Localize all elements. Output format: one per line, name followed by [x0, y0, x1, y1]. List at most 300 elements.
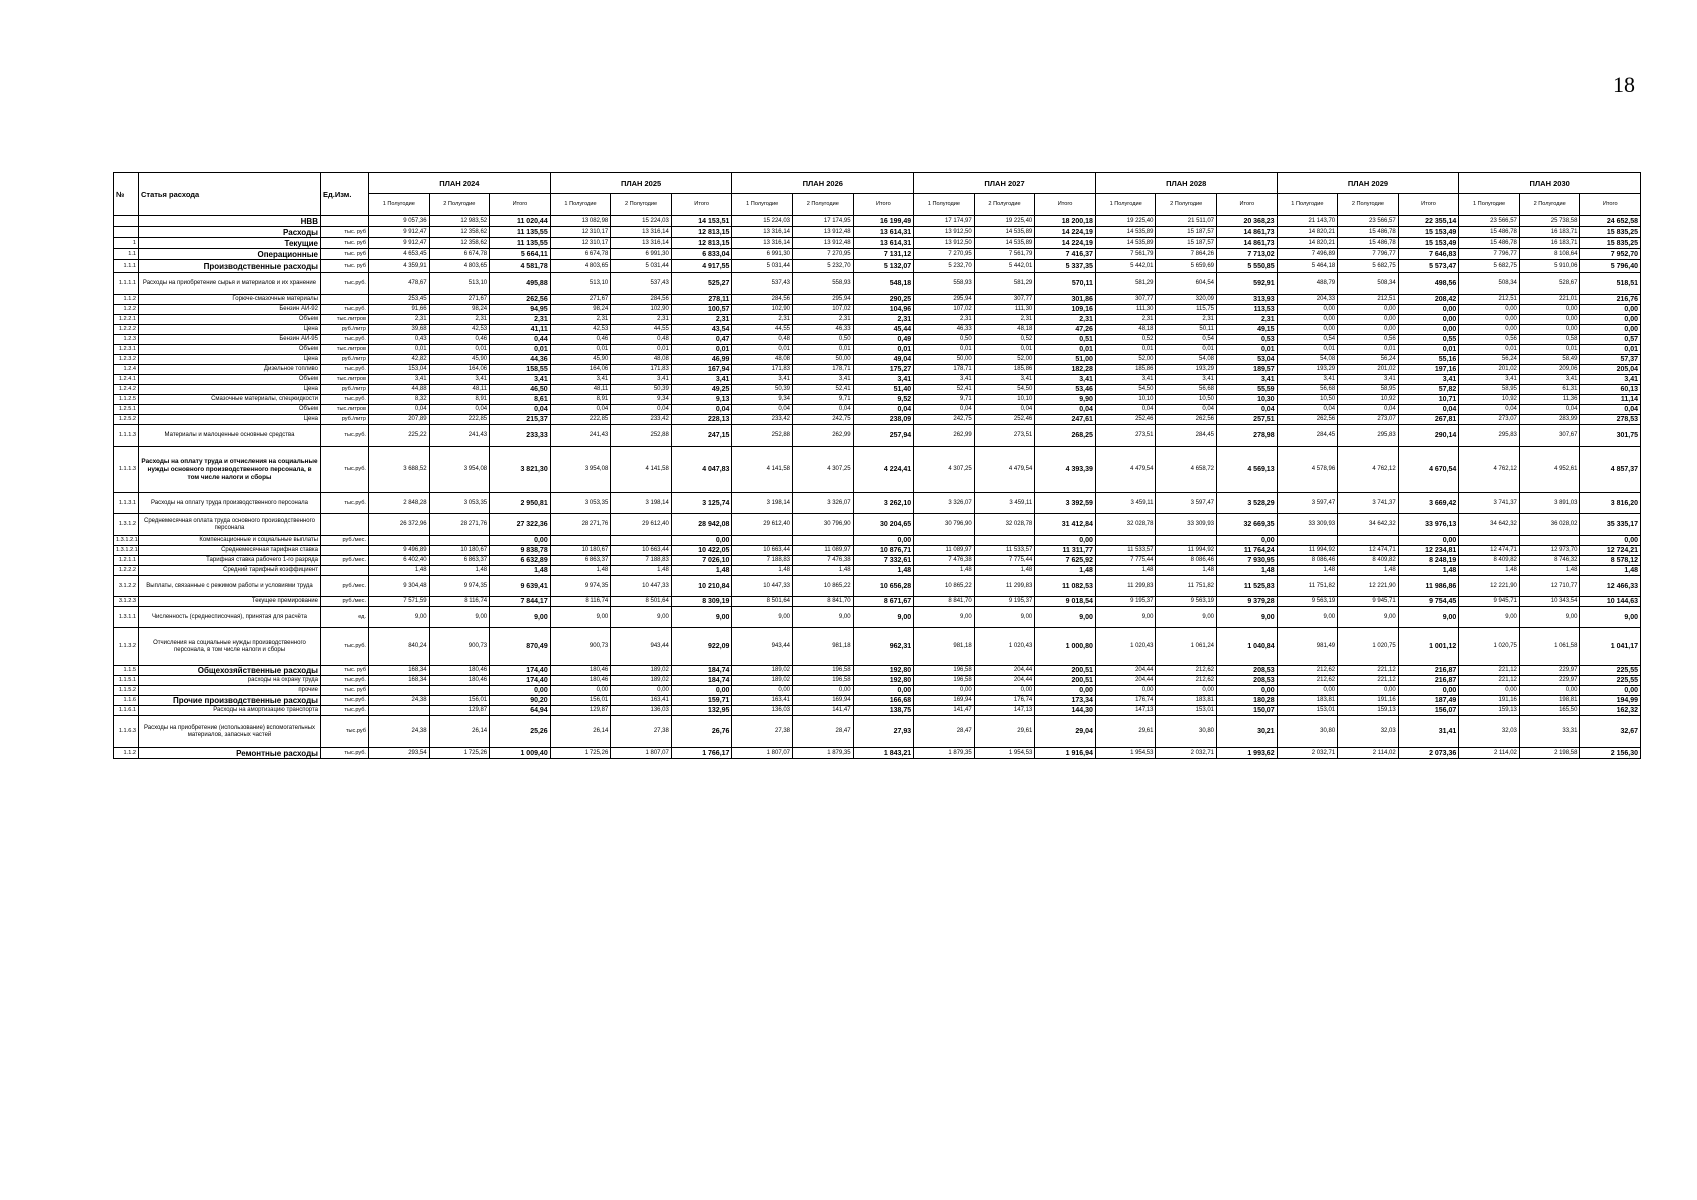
header-total: Итого	[853, 194, 914, 216]
table-row	[114, 375, 1641, 385]
cell-value: 204,44	[974, 676, 1035, 686]
cell-value: 44,55	[611, 325, 672, 335]
row-unit: тыс.руб.	[321, 696, 369, 706]
cell-total: 0,47	[671, 335, 732, 345]
cell-value: 9,34	[611, 395, 672, 405]
row-unit: тыс.руб.	[321, 447, 369, 493]
cell-total: 5 337,35	[1035, 260, 1096, 273]
cell-value: 10 663,44	[611, 546, 672, 556]
cell-value: 0,00	[974, 686, 1035, 696]
cell-total: 14 153,51	[671, 216, 732, 227]
cell-value: 0,00	[793, 686, 854, 696]
cell-total: 525,27	[671, 273, 732, 295]
cell-total: 278,53	[1580, 415, 1641, 425]
cell-total: 7 713,02	[1217, 249, 1278, 260]
cell-value: 513,10	[429, 273, 490, 295]
row-unit: тыс.руб.	[321, 395, 369, 405]
cell-total: 0,04	[1217, 405, 1278, 415]
table-row	[114, 706, 1641, 716]
cell-total: 0,00	[1580, 536, 1641, 546]
cell-value: 32,03	[1459, 716, 1520, 748]
table-row	[114, 325, 1641, 335]
table-row	[114, 425, 1641, 447]
header-total: Итого	[1580, 194, 1641, 216]
cell-value: 21 143,70	[1277, 216, 1338, 227]
cell-value: 9,71	[914, 395, 975, 405]
cell-value: 233,42	[611, 415, 672, 425]
cell-value: 10,50	[1156, 395, 1217, 405]
cell-value: 7 796,77	[1459, 249, 1520, 260]
cell-value: 7 476,38	[914, 556, 975, 566]
cell-total: 15 835,25	[1580, 227, 1641, 238]
cell-value: 16 183,71	[1519, 227, 1580, 238]
cell-value: 943,44	[611, 628, 672, 666]
cell-total: 13 614,31	[853, 227, 914, 238]
cell-value: 0,00	[732, 686, 793, 696]
cell-value: 107,02	[914, 305, 975, 315]
cell-value: 189,02	[732, 676, 793, 686]
row-item-name: прочие	[139, 686, 321, 696]
cell-value: 241,43	[429, 425, 490, 447]
cell-value: 30 796,90	[914, 514, 975, 536]
cell-total: 200,51	[1035, 666, 1096, 676]
cell-value: 0,50	[793, 335, 854, 345]
table-row	[114, 345, 1641, 355]
cell-total: 60,13	[1580, 385, 1641, 395]
cell-value	[369, 536, 430, 546]
row-item-name: Дизельное топливо	[139, 365, 321, 375]
row-number: 1.1.6.3	[114, 716, 139, 748]
cell-value: 153,04	[369, 365, 430, 375]
cell-value: 98,24	[429, 305, 490, 315]
cell-total: 0,04	[1398, 405, 1459, 415]
cell-total: 9,00	[853, 607, 914, 628]
cell-total: 15 153,49	[1398, 238, 1459, 249]
cell-value: 7 188,83	[611, 556, 672, 566]
cell-value: 581,29	[1095, 273, 1156, 295]
table-row	[114, 238, 1641, 249]
cell-total: 2,31	[490, 315, 551, 325]
cell-value: 10 343,54	[1519, 597, 1580, 607]
cell-value: 207,89	[369, 415, 430, 425]
cell-value: 2,31	[1095, 315, 1156, 325]
cell-value: 30,80	[1156, 716, 1217, 748]
row-number: 1.1.2.5	[114, 395, 139, 405]
cell-value: 508,34	[1459, 273, 1520, 295]
cell-value: 4 141,58	[732, 447, 793, 493]
cell-value: 0,04	[369, 405, 430, 415]
cell-value	[369, 706, 430, 716]
cell-total: 14 224,19	[1035, 238, 1096, 249]
cell-total: 159,71	[671, 696, 732, 706]
cell-value: 10 865,22	[793, 576, 854, 597]
cell-value: 191,16	[1459, 696, 1520, 706]
cell-total: 0,57	[1580, 335, 1641, 345]
cell-value: 0,00	[1277, 315, 1338, 325]
table-row	[114, 716, 1641, 748]
cell-value: 7 775,44	[974, 556, 1035, 566]
cell-value: 185,86	[1095, 365, 1156, 375]
cell-value: 178,71	[914, 365, 975, 375]
cell-value: 11 751,82	[1156, 576, 1217, 597]
cell-value: 0,00	[1156, 686, 1217, 696]
header-first-half: 1 Полугодие	[369, 194, 430, 216]
cell-total: 3,41	[1035, 375, 1096, 385]
cell-value: 2,31	[429, 315, 490, 325]
cell-total: 31 412,84	[1035, 514, 1096, 536]
cell-total: 5 550,85	[1217, 260, 1278, 273]
cell-value: 12 983,52	[429, 216, 490, 227]
cell-value: 54,08	[1156, 355, 1217, 365]
cell-value: 26,14	[550, 716, 611, 748]
cell-value: 15 486,78	[1338, 227, 1399, 238]
cell-value: 0,00	[1338, 686, 1399, 696]
cell-value: 61,31	[1519, 385, 1580, 395]
cell-total: 33 976,13	[1398, 514, 1459, 536]
table-row	[114, 628, 1641, 666]
cell-value	[914, 536, 975, 546]
cell-total: 0,44	[490, 335, 551, 345]
cell-value: 0,04	[1277, 405, 1338, 415]
cell-value: 221,01	[1519, 295, 1580, 305]
cell-value: 2,31	[732, 315, 793, 325]
cell-value: 30 796,90	[793, 514, 854, 536]
cell-total: 200,51	[1035, 676, 1096, 686]
table-row	[114, 335, 1641, 345]
cell-total: 278,98	[1217, 425, 1278, 447]
row-unit: тыс. руб	[321, 227, 369, 238]
cell-value: 320,09	[1156, 295, 1217, 305]
cell-value: 2,31	[914, 315, 975, 325]
cell-value: 1,48	[732, 566, 793, 576]
table-row	[114, 666, 1641, 676]
row-number: 1.1	[114, 249, 139, 260]
cell-value: 50,39	[611, 385, 672, 395]
cell-total: 7 131,12	[853, 249, 914, 260]
cell-total: 10 876,71	[853, 546, 914, 556]
cell-value: 9,00	[1338, 607, 1399, 628]
cell-value: 46,33	[914, 325, 975, 335]
cell-value: 9 563,19	[1277, 597, 1338, 607]
cell-value: 6 402,40	[369, 556, 430, 566]
cell-total: 498,56	[1398, 273, 1459, 295]
cell-total: 3 392,59	[1035, 493, 1096, 514]
cell-value: 164,06	[429, 365, 490, 375]
cell-value: 3 198,14	[611, 493, 672, 514]
cell-total: 64,94	[490, 706, 551, 716]
cell-value: 10,10	[1095, 395, 1156, 405]
cell-value: 1,48	[974, 566, 1035, 576]
cell-value: 7 561,79	[1095, 249, 1156, 260]
cell-value: 5 442,01	[974, 260, 1035, 273]
row-unit: тыс.руб.	[321, 628, 369, 666]
cell-value: 9 945,71	[1338, 597, 1399, 607]
cell-value: 11 533,57	[974, 546, 1035, 556]
cell-total: 2,31	[671, 315, 732, 325]
header-row-plans	[114, 173, 1641, 194]
cell-value: 9 496,89	[369, 546, 430, 556]
header-second-half: 2 Полугодие	[611, 194, 672, 216]
cell-value: 3 954,08	[429, 447, 490, 493]
cell-value: 3,41	[611, 375, 672, 385]
cell-value: 212,62	[1277, 676, 1338, 686]
row-unit: руб./литр	[321, 385, 369, 395]
cell-total: 44,36	[490, 355, 551, 365]
cell-value: 0,01	[914, 345, 975, 355]
cell-value: 3 891,03	[1519, 493, 1580, 514]
cell-value: 284,45	[1156, 425, 1217, 447]
cell-total: 548,18	[853, 273, 914, 295]
row-unit: тыс.литров	[321, 345, 369, 355]
cell-value: 25 738,58	[1519, 216, 1580, 227]
cell-value: 8 116,74	[550, 597, 611, 607]
cell-value: 12 358,62	[429, 227, 490, 238]
cell-value: 1,48	[550, 566, 611, 576]
row-unit: тыс. руб	[321, 260, 369, 273]
cell-value: 156,01	[429, 696, 490, 706]
cell-total: 3 816,20	[1580, 493, 1641, 514]
row-number: 1.1.6	[114, 696, 139, 706]
cell-value: 1 061,24	[1156, 628, 1217, 666]
cell-value: 204,44	[1095, 666, 1156, 676]
cell-total: 238,09	[853, 415, 914, 425]
cell-value: 0,01	[1156, 345, 1217, 355]
cell-value: 111,30	[1095, 305, 1156, 315]
cell-value: 48,11	[550, 385, 611, 395]
cell-total: 0,00	[1580, 325, 1641, 335]
cell-total: 10,30	[1217, 395, 1278, 405]
cell-total: 7 952,70	[1580, 249, 1641, 260]
row-unit: тыс.руб.	[321, 365, 369, 375]
row-unit: тыс.руб.	[321, 425, 369, 447]
cell-value: 14 535,89	[974, 238, 1035, 249]
cell-value: 7 571,59	[369, 597, 430, 607]
cell-value: 4 307,25	[914, 447, 975, 493]
cell-total: 1 040,84	[1217, 628, 1278, 666]
cell-total: 132,95	[671, 706, 732, 716]
cell-total: 2,31	[1035, 315, 1096, 325]
cell-total: 11 082,53	[1035, 576, 1096, 597]
cell-value: 29 612,40	[732, 514, 793, 536]
cell-total: 2 073,36	[1398, 748, 1459, 759]
table-row	[114, 536, 1641, 546]
header-unit: Ед.Изм.	[321, 173, 369, 216]
cell-value: 0,01	[611, 345, 672, 355]
cell-value: 204,33	[1277, 295, 1338, 305]
cell-value: 52,00	[974, 355, 1035, 365]
row-item-name: Тарифная ставка рабочего 1-го разряда	[139, 556, 321, 566]
cell-total: 55,16	[1398, 355, 1459, 365]
cell-total: 16 199,49	[853, 216, 914, 227]
cell-total: 1 843,21	[853, 748, 914, 759]
cell-total: 301,75	[1580, 425, 1641, 447]
header-total: Итого	[671, 194, 732, 216]
row-unit: тыс.руб.	[321, 335, 369, 345]
row-item-name: Отчисления на социальные нужды производственного персонала, в том числе налоги и сборы	[139, 628, 321, 666]
cell-total: 1,48	[853, 566, 914, 576]
cell-value: 48,08	[732, 355, 793, 365]
row-item-name: Бензин АИ-92	[139, 305, 321, 315]
cell-value: 1,48	[1338, 566, 1399, 576]
cell-value: 48,18	[1095, 325, 1156, 335]
cell-value: 1,48	[1277, 566, 1338, 576]
cell-total: 47,26	[1035, 325, 1096, 335]
row-number: 3.1.2.3	[114, 597, 139, 607]
cell-total: 0,49	[853, 335, 914, 345]
row-item-name: Цена	[139, 385, 321, 395]
cell-total: 174,40	[490, 666, 551, 676]
cell-value: 0,52	[974, 335, 1035, 345]
row-item-name: Объем	[139, 345, 321, 355]
cell-total: 15 153,49	[1398, 227, 1459, 238]
cell-value: 0,01	[732, 345, 793, 355]
cell-value: 900,73	[550, 628, 611, 666]
cell-value: 6 991,30	[732, 249, 793, 260]
cell-value: 10,92	[1338, 395, 1399, 405]
cell-value: 3,41	[429, 375, 490, 385]
cell-total: 53,46	[1035, 385, 1096, 395]
cell-total: 8 671,67	[853, 597, 914, 607]
cell-value: 0,00	[1519, 305, 1580, 315]
cell-value: 0,01	[1338, 345, 1399, 355]
cell-total: 9 838,78	[490, 546, 551, 556]
cell-value: 11 089,97	[914, 546, 975, 556]
row-number: 1.1.3.1	[114, 493, 139, 514]
cell-total: 247,15	[671, 425, 732, 447]
row-unit	[321, 514, 369, 536]
cell-value: 111,30	[974, 305, 1035, 315]
cell-value: 5 682,75	[1338, 260, 1399, 273]
cell-value: 15 486,78	[1338, 238, 1399, 249]
cell-value	[611, 536, 672, 546]
cell-total: 3 125,74	[671, 493, 732, 514]
row-item-name: Расходы на оплату труда и отчисления на социальные нужды основного производственного персонала, в том числе налоги и сборы	[139, 447, 321, 493]
cell-total: 1 993,62	[1217, 748, 1278, 759]
cell-value: 191,16	[1338, 696, 1399, 706]
cell-value: 1,48	[914, 566, 975, 576]
cell-total: 15 835,25	[1580, 238, 1641, 249]
cell-value: 242,75	[793, 415, 854, 425]
cell-value: 9 057,36	[369, 216, 430, 227]
row-item-name: Прочие производственные расходы	[139, 696, 321, 706]
cell-value: 262,99	[793, 425, 854, 447]
cell-total: 313,93	[1217, 295, 1278, 305]
cell-value: 26 372,96	[369, 514, 430, 536]
cell-total: 215,37	[490, 415, 551, 425]
header-plan-2024: ПЛАН 2024	[369, 173, 551, 194]
cell-value: 10,10	[974, 395, 1035, 405]
cell-value: 204,44	[974, 666, 1035, 676]
table-row	[114, 546, 1641, 556]
table-row	[114, 260, 1641, 273]
cell-value: 0,54	[1156, 335, 1217, 345]
cell-value: 4 479,54	[974, 447, 1035, 493]
cell-total: 11 986,86	[1398, 576, 1459, 597]
cell-total: 162,32	[1580, 706, 1641, 716]
cell-value: 284,56	[732, 295, 793, 305]
cell-total: 262,56	[490, 295, 551, 305]
cell-value: 13 082,98	[550, 216, 611, 227]
cell-total: 4 047,83	[671, 447, 732, 493]
cell-total: 9,00	[490, 607, 551, 628]
cell-value: 3,41	[732, 375, 793, 385]
row-number: 1.1.5	[114, 666, 139, 676]
row-number: 1.1.1.1	[114, 273, 139, 295]
header-total: Итого	[1217, 194, 1278, 216]
cell-total: 26,76	[671, 716, 732, 748]
cell-total: 0,04	[853, 405, 914, 415]
row-item-name: Цена	[139, 325, 321, 335]
cell-value: 558,93	[914, 273, 975, 295]
row-number: 1.2.3.1	[114, 345, 139, 355]
cell-value: 11 533,57	[1095, 546, 1156, 556]
cell-value: 284,45	[1277, 425, 1338, 447]
cell-value: 29 612,40	[611, 514, 672, 536]
cell-value: 7 270,95	[793, 249, 854, 260]
cell-value: 1 807,07	[611, 748, 672, 759]
cell-value: 4 762,12	[1338, 447, 1399, 493]
cell-value: 1,48	[1156, 566, 1217, 576]
cell-total: 51,00	[1035, 355, 1096, 365]
row-number: 1.2.4.1	[114, 375, 139, 385]
cell-value: 2 114,02	[1338, 748, 1399, 759]
cell-value: 2,31	[1156, 315, 1217, 325]
cell-value: 52,41	[793, 385, 854, 395]
cell-value: 1 879,35	[914, 748, 975, 759]
cell-value: 193,29	[1156, 365, 1217, 375]
row-number: 1.3.1.2	[114, 514, 139, 536]
cell-value: 42,53	[550, 325, 611, 335]
cell-value: 178,71	[793, 365, 854, 375]
table-row	[114, 365, 1641, 375]
cell-value: 34 642,32	[1459, 514, 1520, 536]
cell-total: 9 639,41	[490, 576, 551, 597]
cell-total: 0,00	[671, 686, 732, 696]
cell-total: 138,75	[853, 706, 914, 716]
header-no: №	[114, 173, 139, 216]
cell-value: 0,00	[1338, 315, 1399, 325]
cell-total: 0,01	[1035, 345, 1096, 355]
cell-total: 0,04	[490, 405, 551, 415]
cell-value: 8 116,74	[429, 597, 490, 607]
header-first-half: 1 Полугодие	[1459, 194, 1520, 216]
header-plan-2027: ПЛАН 2027	[914, 173, 1096, 194]
table-row	[114, 315, 1641, 325]
cell-total: 3,41	[1217, 375, 1278, 385]
table-row	[114, 514, 1641, 536]
cell-total: 166,68	[853, 696, 914, 706]
cell-value: 0,43	[369, 335, 430, 345]
cell-value: 242,75	[914, 415, 975, 425]
cell-total: 144,30	[1035, 706, 1096, 716]
header-first-half: 1 Полугодие	[914, 194, 975, 216]
cell-value: 1 020,43	[1095, 628, 1156, 666]
cell-total: 57,82	[1398, 385, 1459, 395]
cell-value: 11 994,92	[1277, 546, 1338, 556]
cell-value: 21 511,07	[1156, 216, 1217, 227]
cell-value: 4 658,72	[1156, 447, 1217, 493]
cell-total: 57,37	[1580, 355, 1641, 365]
cell-value: 189,02	[611, 676, 672, 686]
cell-value: 147,13	[974, 706, 1035, 716]
cell-value: 3,41	[914, 375, 975, 385]
cell-value: 283,99	[1519, 415, 1580, 425]
cell-value: 13 912,48	[793, 227, 854, 238]
cell-value: 193,29	[1277, 365, 1338, 375]
cell-total: 0,01	[1398, 345, 1459, 355]
cell-value: 24,38	[369, 696, 430, 706]
cell-value: 9,00	[793, 607, 854, 628]
